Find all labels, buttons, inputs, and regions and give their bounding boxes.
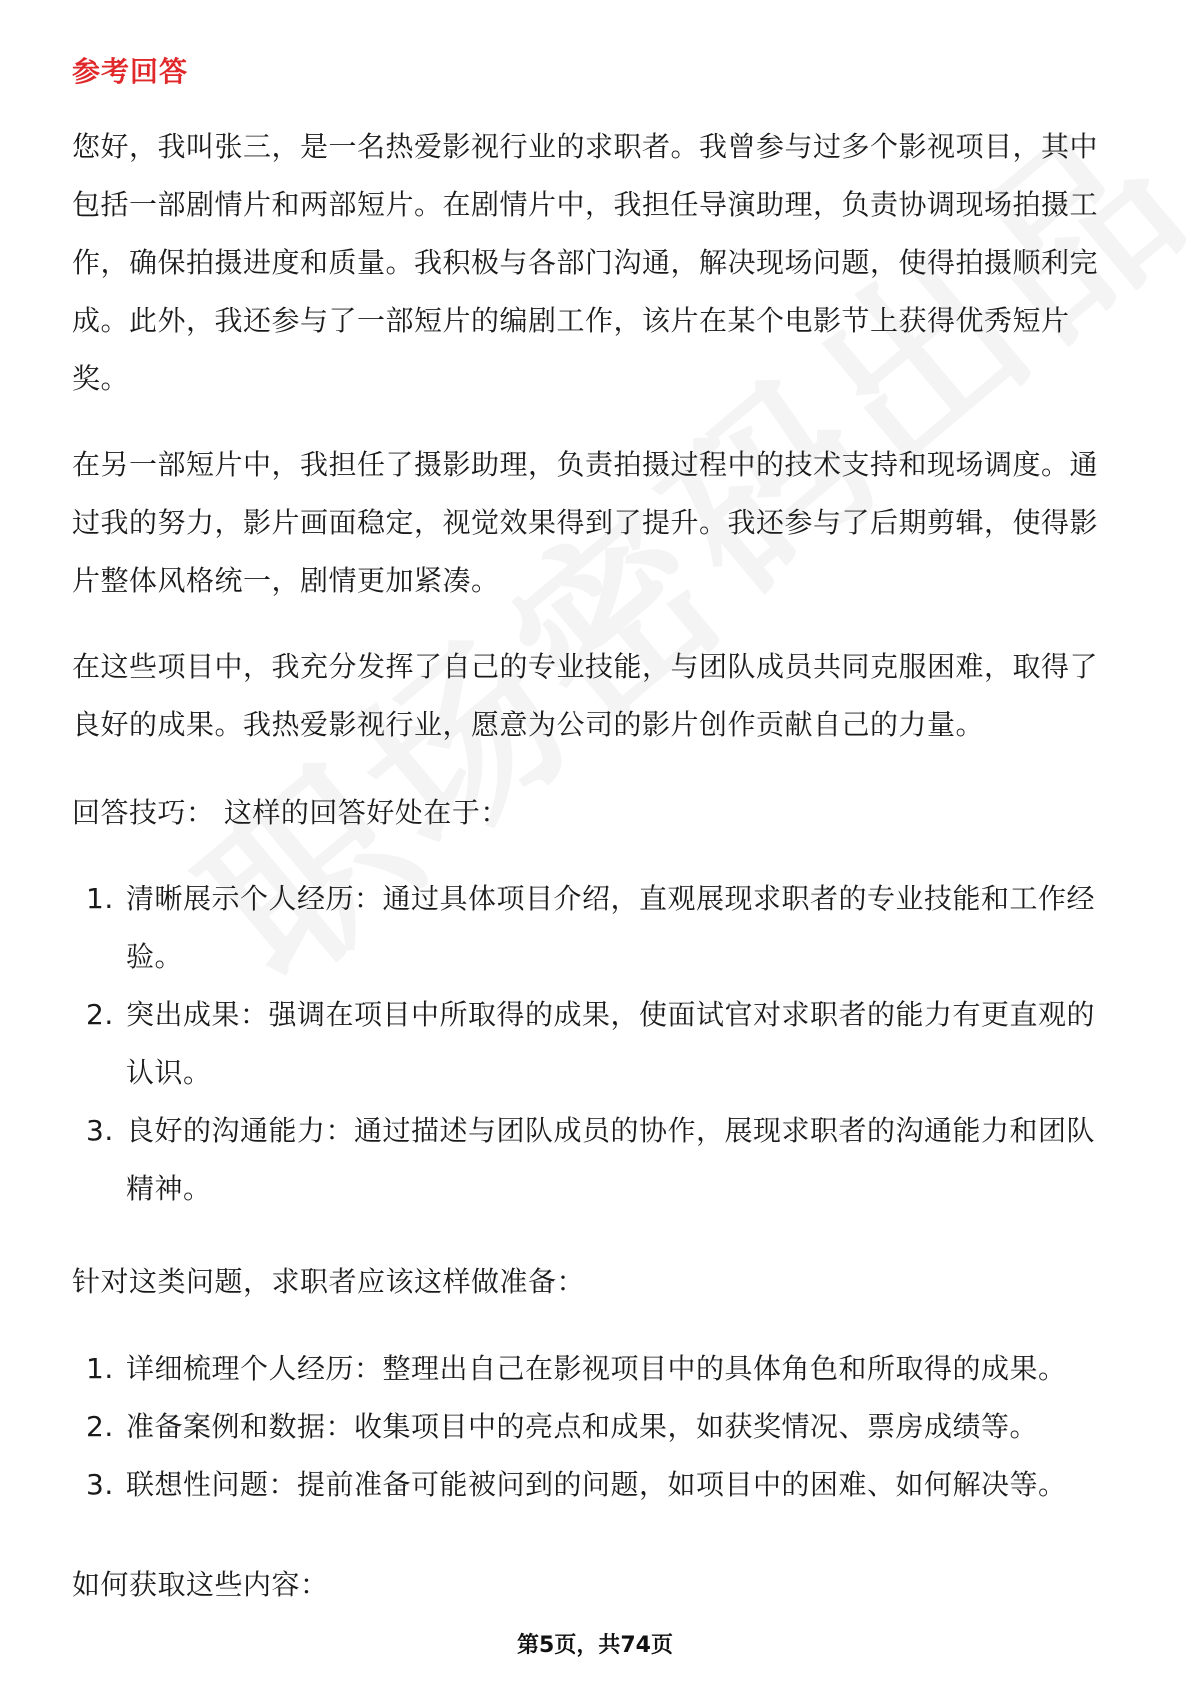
list-number: 2. [86, 1410, 114, 1443]
list-item [72, 1398, 1118, 1456]
list-item-text: 准备案例和数据：收集项目中的亮点和成果，如获奖情况、票房成绩等。 [126, 1410, 1039, 1443]
list-item [72, 1340, 1118, 1398]
answer-paragraph-2: 在另一部短片中，我担任了摄影助理，负责拍摄过程中的技术支持和现场调度。通过我的努力，影片画面稳定，视觉效果得到了提升。我还参与了后期剪辑，使得影片整体风格统一，剧情更加紧凑。 [72, 448, 1099, 597]
list-item-text: 良好的沟通能力：通过描述与团队成员的协作，展现求职者的沟通能力和团队精神。 [126, 1114, 1096, 1205]
list-item-text: 突出成果：强调在项目中所取得的成果，使面试官对求职者的能力有更直观的认识。 [126, 998, 1096, 1089]
list-number: 1. [86, 882, 114, 915]
tips-intro: 回答技巧： 这样的回答好处在于： [72, 796, 509, 829]
list-number: 3. [86, 1468, 114, 1501]
page-footer: 第5页，共74页 [517, 1633, 673, 1658]
tips-list [72, 870, 1118, 1218]
list-item [72, 1456, 1118, 1514]
list-item-text: 详细梳理个人经历：整理出自己在影视项目中的具体角色和所取得的成果。 [126, 1352, 1067, 1385]
list-item [72, 1102, 1118, 1218]
list-item-text: 联想性问题：提前准备可能被问到的问题，如项目中的困难、如何解决等。 [126, 1468, 1067, 1501]
prep-list [72, 1340, 1118, 1514]
answer-paragraph-3: 在这些项目中，我充分发挥了自己的专业技能，与团队成员共同克服困难，取得了良好的成果。我热爱影视行业，愿意为公司的影片创作贡献自己的力量。 [72, 650, 1099, 741]
list-item-text: 清晰展示个人经历：通过具体项目介绍，直观展现求职者的专业技能和工作经验。 [126, 882, 1096, 973]
list-item [72, 870, 1118, 986]
list-number: 1. [86, 1352, 114, 1385]
closing-question: 如何获取这些内容： [72, 1568, 329, 1601]
list-number: 2. [86, 998, 114, 1031]
list-item [72, 986, 1118, 1102]
answer-paragraph-1: 您好，我叫张三，是一名热爱影视行业的求职者。我曾参与过多个影视项目，其中包括一部剧情片和两部短片。在剧情片中，我担任导演助理，负责协调现场拍摄工作，确保拍摄进度和质量。我积极与各部门沟通，解决现场问题，使得拍摄顺利完成。此外，我还参与了一部短片的编剧工作，该片在某个电影节上获得优秀短片奖。 [72, 130, 1099, 395]
list-number: 3. [86, 1114, 114, 1147]
section-heading: 参考回答 [72, 55, 189, 88]
prep-intro: 针对这类问题，求职者应该这样做准备： [72, 1265, 586, 1298]
